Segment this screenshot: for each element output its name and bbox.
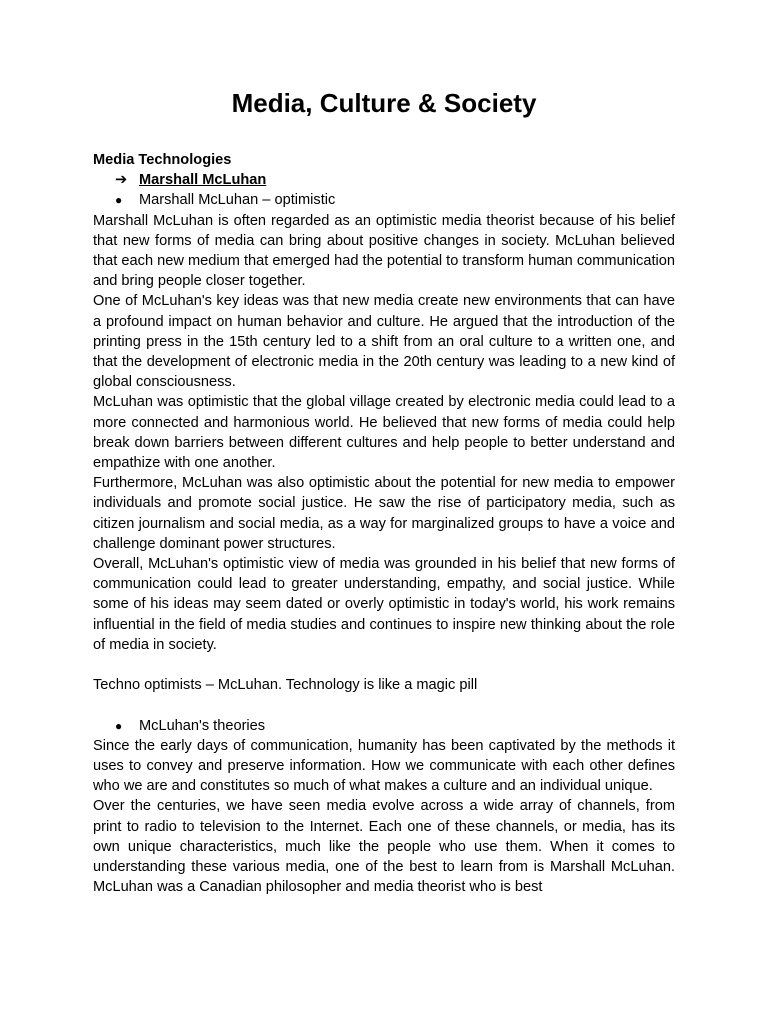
arrow-list-item xyxy=(93,170,675,190)
blank-line xyxy=(93,695,675,715)
paragraph: Overall, McLuhan's optimistic view of media was grounded in his belief that new forms of communication could lead to greater understanding, empathy, and social justice. While some of his ideas may seem dated or overly optimistic in today's world, his work remains influential in the field of media studies and continues to inspire new thinking about the role of media in society. xyxy=(93,556,675,653)
paragraph: One of McLuhan's key ideas was that new media create new environments that can have a profound impact on human behavior and culture. He argued that the introduction of the printing press in the 15th century led to a shift from an oral culture to a written one, and that the development of electronic media in the 20th century was leading to a new kind of global consciousness. xyxy=(93,293,675,391)
paragraph: Marshall McLuhan is often regarded as an optimistic media theorist because of his belief that new forms of media can bring about positive changes in society. McLuhan believed that each new medium that emerged had the potential to transform human communication and bring people closer together. xyxy=(93,212,675,290)
paragraph: McLuhan was optimistic that the global village created by electronic media could lead to a more connected and harmonious world. He believed that new forms of media could help break down barriers between different cultures and help people to better understand and empathize with one another. xyxy=(93,394,675,472)
techno-optimists-line: Techno optimists – McLuhan. Technology is like a magic pill xyxy=(93,677,478,694)
paragraph: Since the early days of communication, humanity has been captivated by the methods it uses to convey and preserve information. How we communicate with each other defines who we are and constitutes so much of what makes a culture and an individual unique. xyxy=(93,737,675,795)
bullet-item-label: Marshall McLuhan – optimistic xyxy=(139,192,336,209)
section-heading: Media Technologies xyxy=(93,152,232,168)
arrow-item-label: Marshall McLuhan xyxy=(139,172,267,189)
paragraph: Furthermore, McLuhan was also optimistic about the potential for new media to empower individuals and promote social justice. He saw the rise of participatory media, such as citizen journalism and social media, as a way for marginalized groups to have a voice and challenge dominant power structures. xyxy=(93,475,675,552)
bullet-icon: ● xyxy=(115,193,123,208)
document-body xyxy=(93,150,675,897)
bullet-list-item-optimistic xyxy=(93,190,675,210)
paragraph: Over the centuries, we have seen media evolve across a wide array of channels, from print to radio to television to the Internet. Each one of these channels, or media, has its own unique characteristics, much like the people who use them. When it comes to understanding these various media, one of the best to learn from is Marshall McLuhan. McLuhan was a Canadian philosopher and media theorist who is best xyxy=(93,798,675,896)
blank-line xyxy=(93,655,675,675)
bullet-list-item-theories xyxy=(93,716,675,736)
bullet-icon: ● xyxy=(115,718,123,733)
arrow-right-icon: ➔ xyxy=(115,172,128,189)
bullet-item-label: McLuhan's theories xyxy=(139,717,266,734)
page-title: Media, Culture & Society xyxy=(231,88,537,118)
